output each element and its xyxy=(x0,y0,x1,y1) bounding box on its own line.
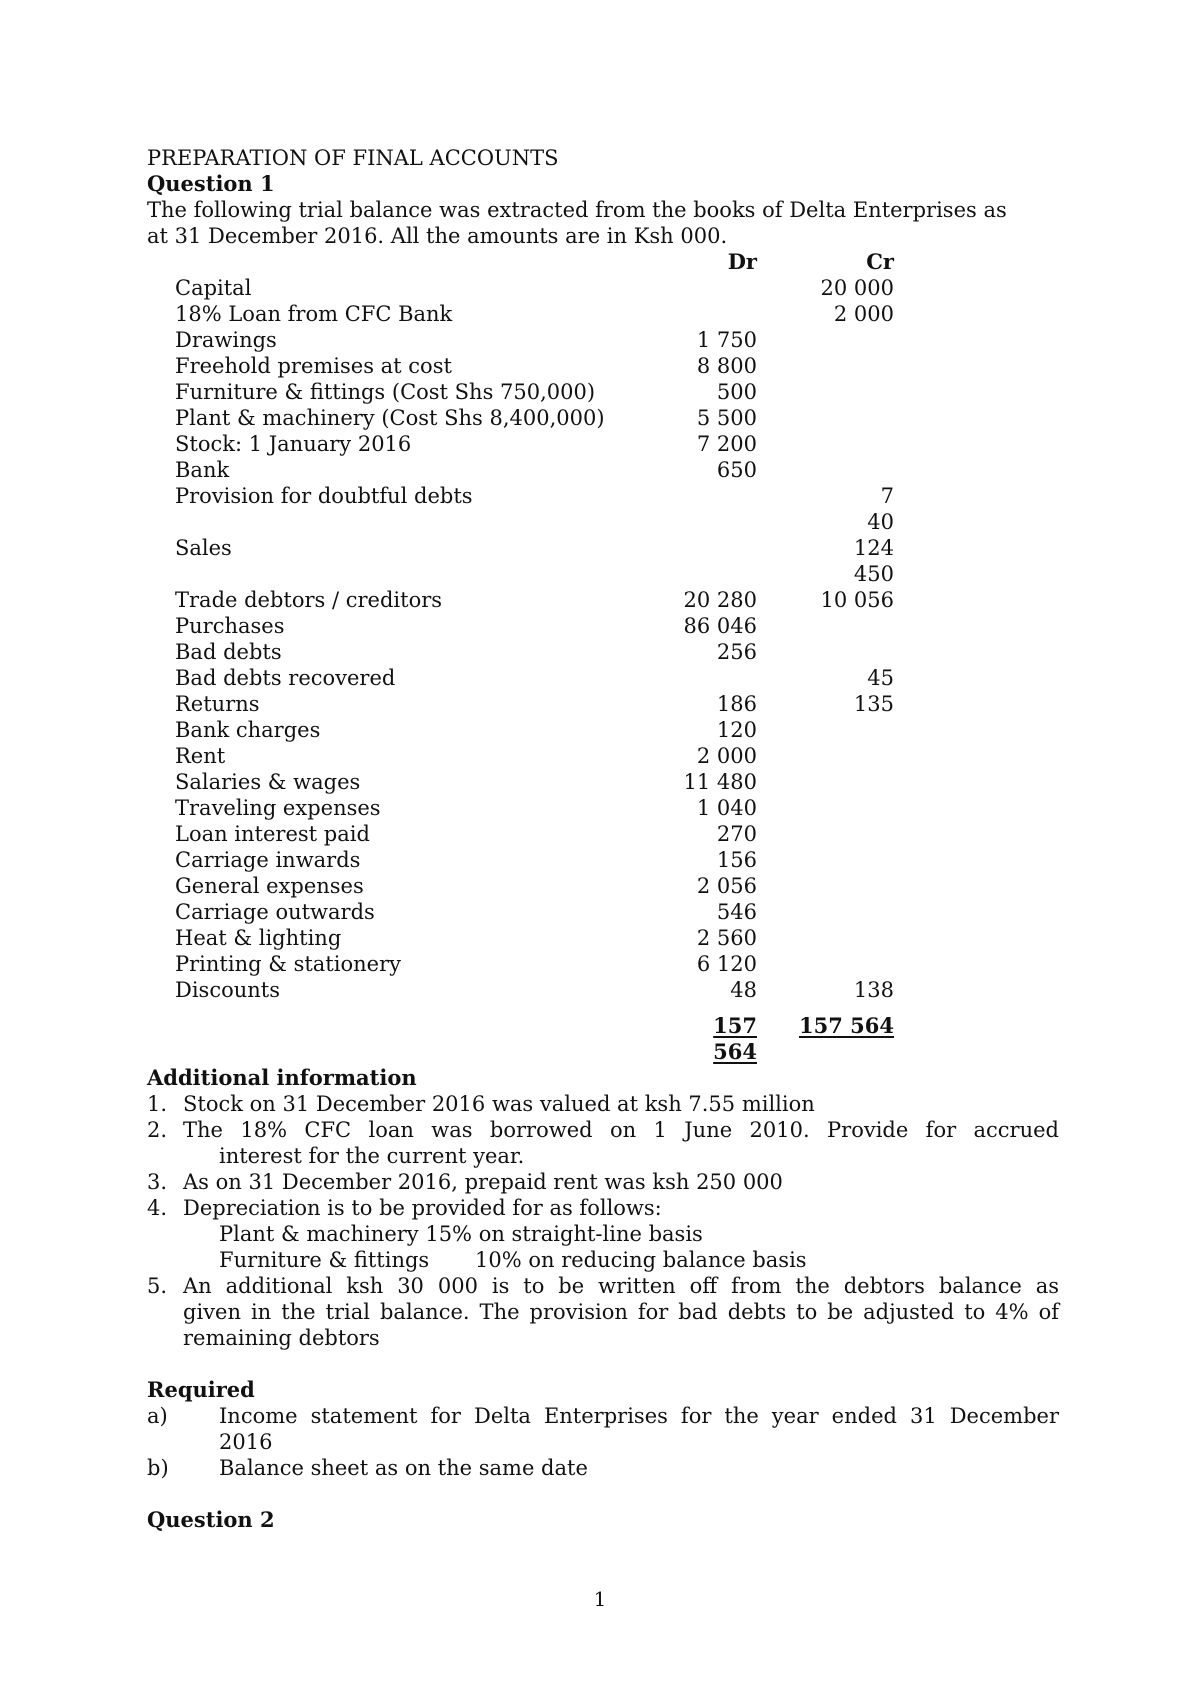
trial-balance-row-cr: 138 xyxy=(853,978,894,1002)
trial-balance-row-dr: 270 xyxy=(716,822,757,846)
trial-balance-row-dr: 120 xyxy=(716,718,757,742)
additional-info-item-1 xyxy=(147,1091,1059,1117)
trial-balance-row-dr: 6 120 xyxy=(696,952,757,976)
page-number: 1 xyxy=(593,1587,607,1611)
trial-balance-row-label: Capital xyxy=(175,276,252,300)
question-2-title: Question 2 xyxy=(147,1507,275,1532)
additional-info-item-4 xyxy=(147,1195,1059,1273)
trial-balance-row-dr: 256 xyxy=(716,640,757,664)
depreciation-plant-machinery: Plant & machinery 15% on straight-line basis xyxy=(219,1222,703,1246)
question-1-intro xyxy=(147,197,1059,249)
additional-info-line-2: interest for the current year. xyxy=(219,1144,525,1168)
trial-balance-row-cr: 450 xyxy=(853,562,894,586)
trial-balance-row-cr: 7 xyxy=(880,484,894,508)
required-item-text: Balance sheet as on the same date xyxy=(219,1456,588,1480)
trial-balance-row-dr: 1 750 xyxy=(696,328,757,352)
trial-balance-row-label: Discounts xyxy=(175,978,280,1002)
list-marker: 4. xyxy=(147,1196,168,1220)
trial-balance-row-dr: 650 xyxy=(716,458,757,482)
trial-balance-row-label: Salaries & wages xyxy=(175,770,361,794)
question-1-intro-line-2: at 31 December 2016. All the amounts are in Ksh 000. xyxy=(147,224,728,248)
trial-balance-row-cr: 10 056 xyxy=(820,588,894,612)
dr-total-line-1: 157 xyxy=(713,1013,757,1038)
list-marker: 1. xyxy=(147,1092,168,1116)
depreciation-furniture-fittings xyxy=(183,1247,1059,1273)
dr-column-header: Dr xyxy=(727,249,757,274)
list-marker: b) xyxy=(147,1456,169,1480)
trial-balance-row-dr: 186 xyxy=(716,692,757,716)
additional-info-item-2 xyxy=(147,1117,1059,1169)
trial-balance-row-label: Purchases xyxy=(175,614,285,638)
additional-info-item-3 xyxy=(147,1169,1059,1195)
list-marker: 5. xyxy=(147,1274,168,1298)
additional-information-heading: Additional information xyxy=(147,1065,417,1090)
trial-balance-row-label: Sales xyxy=(175,536,232,560)
additional-info-line-1: The 18% CFC loan was borrowed on 1 June 2010. Provide for accrued xyxy=(183,1118,1059,1142)
additional-info-text: Depreciation is to be provided for as follows: xyxy=(183,1196,662,1220)
trial-balance-row-dr: 2 056 xyxy=(696,874,757,898)
trial-balance-row-label: Traveling expenses xyxy=(175,796,381,820)
trial-balance-row-cr: 40 xyxy=(867,510,894,534)
trial-balance-row-label: Bad debts recovered xyxy=(175,666,396,690)
trial-balance-row-cr: 2 000 xyxy=(833,302,894,326)
question-1-intro-line-1: The following trial balance was extracted from the books of Delta Enterprises as xyxy=(147,198,1007,222)
trial-balance-row-label: 18% Loan from CFC Bank xyxy=(175,302,453,326)
trial-balance-row-label: Carriage inwards xyxy=(175,848,361,872)
trial-balance-row-label: Carriage outwards xyxy=(175,900,375,924)
additional-info-text: Stock on 31 December 2016 was valued at ksh 7.55 million xyxy=(183,1092,815,1116)
list-marker: 3. xyxy=(147,1170,168,1194)
required-item-a xyxy=(147,1403,1059,1455)
question-1-title: Question 1 xyxy=(147,171,275,196)
trial-balance-row-dr: 8 800 xyxy=(696,354,757,378)
trial-balance-row-dr: 1 040 xyxy=(696,796,757,820)
trial-balance-row-label: Returns xyxy=(175,692,260,716)
required-item-b xyxy=(147,1455,1059,1481)
trial-balance-row-dr: 7 200 xyxy=(696,432,757,456)
additional-info-line-3: remaining debtors xyxy=(183,1326,380,1350)
trial-balance-row-dr: 500 xyxy=(716,380,757,404)
trial-balance-row-cr: 124 xyxy=(853,536,894,560)
trial-balance-row-label: Freehold premises at cost xyxy=(175,354,452,378)
additional-info-line-1: An additional ksh 30 000 is to be written off from the debtors balance as xyxy=(183,1274,1059,1298)
trial-balance-row-dr: 20 280 xyxy=(683,588,757,612)
trial-balance-row-cr: 135 xyxy=(853,692,894,716)
list-marker: a) xyxy=(147,1404,168,1428)
trial-balance-row-dr: 156 xyxy=(716,848,757,872)
cr-total: 157 564 xyxy=(799,1013,894,1038)
trial-balance-row-label: Trade debtors / creditors xyxy=(175,588,443,612)
trial-balance-row-cr: 20 000 xyxy=(820,276,894,300)
depreciation-furniture-rate: 10% on reducing balance basis xyxy=(475,1248,807,1272)
list-marker: 2. xyxy=(147,1118,168,1142)
trial-balance-row-label: Drawings xyxy=(175,328,277,352)
trial-balance-row-label: Printing & stationery xyxy=(175,952,401,976)
trial-balance-row-label: Bad debts xyxy=(175,640,282,664)
cr-column-header: Cr xyxy=(866,249,894,274)
additional-info-line-2: given in the trial balance. The provision for bad debts to be adjusted to 4% of xyxy=(183,1300,1059,1324)
trial-balance-row-dr: 48 xyxy=(730,978,757,1002)
trial-balance-row-label: Furniture & fittings (Cost Shs 750,000) xyxy=(175,380,596,404)
depreciation-furniture-label: Furniture & fittings xyxy=(219,1248,430,1272)
trial-balance-row-cr: 45 xyxy=(867,666,894,690)
trial-balance-row-label: Bank xyxy=(175,458,230,482)
additional-info-text: As on 31 December 2016, prepaid rent was ksh 250 000 xyxy=(183,1170,783,1194)
trial-balance-row-dr: 546 xyxy=(716,900,757,924)
trial-balance-row-dr: 11 480 xyxy=(683,770,757,794)
trial-balance-row-label: Bank charges xyxy=(175,718,321,742)
required-heading: Required xyxy=(147,1377,255,1402)
trial-balance-row-dr: 86 046 xyxy=(683,614,757,638)
additional-info-item-5 xyxy=(147,1273,1059,1351)
required-item-line-2: 2016 xyxy=(219,1430,273,1454)
trial-balance-row-label: Plant & machinery (Cost Shs 8,400,000) xyxy=(175,406,605,430)
trial-balance-row-dr: 2 000 xyxy=(696,744,757,768)
trial-balance-row-label: General expenses xyxy=(175,874,364,898)
required-item-line-1: Income statement for Delta Enterprises for the year ended 31 December xyxy=(219,1404,1059,1428)
trial-balance-row-label: Stock: 1 January 2016 xyxy=(175,432,412,456)
page-heading: PREPARATION OF FINAL ACCOUNTS xyxy=(147,146,559,170)
trial-balance-row-label: Rent xyxy=(175,744,226,768)
trial-balance-row-dr: 5 500 xyxy=(696,406,757,430)
trial-balance-row-dr: 2 560 xyxy=(696,926,757,950)
dr-total-line-2: 564 xyxy=(713,1039,757,1064)
trial-balance-row-label: Provision for doubtful debts xyxy=(175,484,473,508)
trial-balance-row-label: Loan interest paid xyxy=(175,822,370,846)
trial-balance-row-label: Heat & lighting xyxy=(175,926,342,950)
